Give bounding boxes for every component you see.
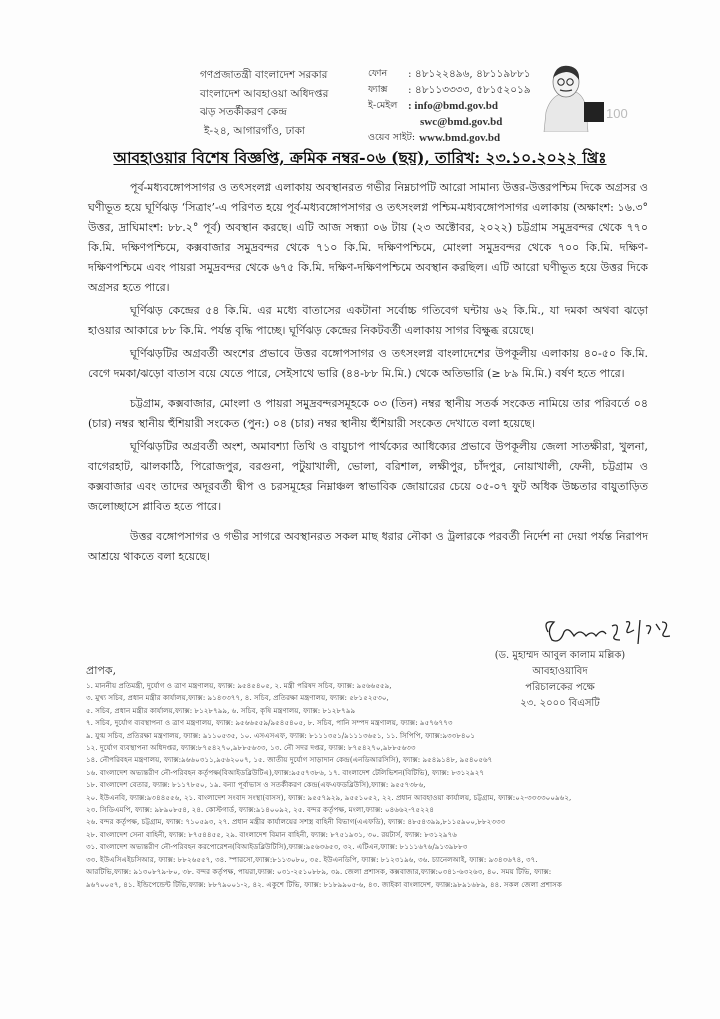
signatory-name: (ড. মুহাম্মদ আবুল কালাম মল্লিক) — [494, 650, 626, 661]
email-secondary: swc@bmd.gov.bd — [420, 116, 503, 128]
mujib-100-logo-icon — [536, 62, 636, 132]
recipient-line: ১৮. বাংলাদেশ বেতার, ফ্যাক্স: ৮১১৭৮৫০, ১৯. বন্যা পূর্বাভাস ও সতর্কীকরণ কেন্দ্র(এফএফডব্লিউসি),ফ্যাক্স: ৯৫৫৭৩৮৬, — [86, 780, 426, 790]
email-primary: : info@bmd.gov.bd — [408, 100, 499, 112]
org-header — [200, 66, 328, 140]
phone-value: : ৪৮১২২৪৯৬, ৪৮১১৯৮৮১ — [408, 68, 531, 80]
paragraph-cyclone-position: পূর্ব-মধ্যবঙ্গোপসাগর ও তৎসংলগ্ন এলাকায় অবস্থানরত গভীর নিম্নচাপটি আরো সামান্য উত্তর-উত্তরপশ্চিম দিকে অগ্রসর ও ঘণীভূত হয়ে ঘূর্ণিঝড় ‘সিত্রাং’-এ পরিণত হয়ে পূর্ব-মধ্যবঙ্গোপসাগর ও তৎসংলগ্ন পশ্চিম-মধ্যবঙ্গোপসাগর এলাকায় (অক্ষাংশ: ১৬.৩° উত্তর, দ্রাঘিমাংশ: ৮৮.২° পূর্ব) অবস্থান করছে। এটি আজ সন্ধ্যা ০৬ টায় (২৩ অক্টোবর, ২০২২) চট্টগ্রাম সমুদ্রবন্দর থেকে ৭৭০ কি.মি. দক্ষিণপশ্চিমে, কক্সবাজার সমুদ্রবন্দর থেকে ৭১০ কি.মি. দক্ষিণপশ্চিমে, মোংলা সমুদ্রবন্দর থেকে ৭০০ কি.মি. দক্ষিণ-দক্ষিণপশ্চিমে এবং পায়রা সমুদ্রবন্দর থেকে ৬৭৫ কি.মি. দক্ষিণ-দক্ষিণপশ্চিমে অবস্থান করছিল। এটি আরো ঘণীভূত হয়ে উত্তর দিকে অগ্রসর হতে পারে। — [88, 181, 648, 294]
web-label: ওয়েব সাইট: — [368, 132, 416, 143]
paragraph-fishing-advisory: উত্তর বঙ্গোপসাগর ও গভীর সাগরে অবস্থানরত সকল মাছ ধরার নৌকা ও ট্রলারকে পরবর্তী নির্দেশ না দেয়া পর্যন্ত নিরাপদ আশ্রয়ে থাকতে বলা হয়েছে। — [88, 530, 648, 563]
recipient-line: ২৮. বাংলাদেশ সেনা বাহিনী, ফ্যাক্স: ৮৭৫৪৪৫৫, ২৯. বাংলাদেশ বিমান বাহিনী, ফ্যাক্স: ৮৭৫১৯৩১, ৩০. রয়টার্স, ফ্যাক্স: ৮৩১২৯৭৬ — [86, 829, 457, 839]
bulletin-body — [88, 178, 648, 570]
recipient-line: আরটিভি,ফ্যাক্স: ৯১৩০৮৭৯-৮০, ৩৮. বন্দর কর্তৃপক্ষ, পায়রা,ফ্যাক্স: ০৩১-২৫১০৮৮৯, ৩৯. জেলা প্রশাসক, কক্সবাজার,ফ্যাক্স:০৩৪১-৬৩২৬৩, ৪০. সময় টিভি, ফ্যাক্স: — [86, 867, 552, 877]
signature-icon — [540, 618, 670, 648]
recipient-line: ৭. সচিব, দুর্যোগ ব্যবস্থাপনা ও ত্রাণ মন্ত্রণালয়, ফ্যাক্স: ৯৫৬৬৫৫৯/৯৫৪৫৪০৫, ৮. সচিব, পানি সম্পদ মন্ত্রণালয়, ফ্যাক্স: ৯৫৭৬৭৭৩ — [86, 718, 453, 728]
recipient-line: ৯. যুগ্ম সচিব, প্রতিরক্ষা মন্ত্রণালয়, ফ্যাক্স: ৯১১০৫৩৫, ১০. এসএসএফ, ফ্যাক্স: ৮১১১৩৫১/৯১১১৩৬৫১, ১১. সিপিপি, ফ্যাক্স:৯৩৩৮৪০১ — [86, 730, 476, 740]
recipient-line: ২০. ইউএনবি, ফ্যাক্স:৯৩৪৪৫৫৬, ২১. বাংলাদেশ সংবাদ সংস্থা(বাসস), ফ্যাক্স: ৯৫৫৭৯২৯, ৯৫৫১০৫২, ২২. প্রধান আবহাওয়া কার্যালয়, চট্টগ্রাম, ফ্যাক্স:০২-৩৩৩৩০০৯৬২, — [86, 792, 572, 802]
signatory-on-behalf: পরিচালকের পক্ষে — [525, 682, 595, 693]
paragraph-port-signal: চট্টগ্রাম, কক্সবাজার, মোংলা ও পায়রা সমুদ্রবন্দরসমূহকে ০৩ (তিন) নম্বর স্থানীয় সতর্ক সংকেত নামিয়ে তার পরিবর্তে ০৪ (চার) নম্বর স্থানীয় হুঁশিয়ারী সংকেত (পুন:) ০৪ (চার) নম্বর স্থানীয় হুঁশিয়ারী সংকেত দেখাতে বলা হয়েছে। — [88, 397, 648, 430]
recipients-heading: প্রাপক, — [86, 664, 117, 677]
contact-block — [368, 66, 531, 146]
org-line: ঝড় সতর্কীকরণ কেন্দ্র — [200, 106, 287, 118]
recipient-line: ৩১. বাংলাদেশ অভ্যন্তরীণ নৌ-পরিবহন করপোরেশন(বিআইডব্লিউটিসি),ফ্যাক্স:৯৫৬৩৬৫৩, ৩২. এটিএন,ফ্যাক্স: ৮১১১৬৭৬/৯১৩৯৮৮৩ — [86, 842, 468, 852]
recipient-line: ১৬. বাংলাদেশ অভ্যন্তরীণ নৌ-পরিবহন কর্তৃপক্ষ(বিআইডব্লিউটিএ),ফ্যাক্স:৯৫৫৭৩৮৬, ১৭. বাংলাদেশ টেলিভিশন(বিটিভি), ফ্যাক্স: ৮৩১২৯২৭ — [86, 767, 485, 777]
email-label: ই-মেইল — [368, 100, 398, 111]
recipient-line: ১. মাননীয় প্রতিমন্ত্রী, দুর্যোগ ও ত্রাণ মন্ত্রণালয়, ফ্যাক্স: ৯৫৪৫৪০৫, ২. মন্ত্রী পরিষদ সচিব, ফ্যাক্স: ৯৫৬৬৫৫৯, — [86, 681, 392, 690]
recipient-line: ৩. মুখ্য সচিব, প্রধান মন্ত্রীর কার্যালয়,ফ্যাক্স: ৯১৪৩৩৭৭, ৪. সচিব, প্রতিরক্ষা মন্ত্রণালয়, ফ্যাক্স: ৫৮১৫২৫৩০, — [86, 693, 389, 703]
paragraph-wind-speed: ঘূর্ণিঝড় কেন্দ্রের ৫৪ কি.মি. এর মধ্যে বাতাসের একটানা সর্বোচ্চ গতিবেগ ঘন্টায় ৬২ কি.মি., যা দমকা অথবা ঝড়ো হাওয়ার আকারে ৮৮ কি.মি. পর্যন্ত বৃদ্ধি পাচ্ছে। ঘূর্ণিঝড় কেন্দ্রের নিকটবর্তী এলাকায় সাগর বিক্ষুব্ধ রয়েছে। — [88, 304, 648, 337]
fax-value: : ৪৮১১৩৩৩৩, ৫৮১৫২০১৯ — [408, 84, 531, 96]
recipients-list — [86, 680, 646, 891]
recipient-line: ২৩. সিডিএমপি, ফ্যাক্স: ৯৮৯০৮৫৪, ২৪. কোস্টগার্ড, ফ্যাক্স:৯১৪০০৯২, ২৫. বন্দর কর্তৃপক্ষ, মংলা,ফ্যাক্স: ০৪৬৬২-৭৫২২৪ — [86, 805, 435, 815]
org-line: গণপ্রজাতন্ত্রী বাংলাদেশ সরকার — [200, 69, 328, 81]
org-line: বাংলাদেশ আবহাওয়া অধিদপ্তর — [200, 87, 329, 100]
svg-text:100: 100 — [606, 106, 628, 121]
recipient-line: ৫. সচিব, প্রধান মন্ত্রীর কার্যালয়,ফ্যাক্স: ৮১২৮৭৯৯, ৬. সচিব, কৃষি মন্ত্রণালয়, ফ্যাক্স: ৮১২৮৭৯৯ — [86, 705, 356, 715]
web-value: www.bmd.gov.bd — [419, 132, 501, 144]
recipient-line: ৯৬৭০০৫৭, ৪১. ইন্ডিপেন্ডেন্ট টিভি,ফ্যাক্স: ৮৮৭৯০০১-২, ৪২. একুশে টিভি, ফ্যাক্স: ৮১৮৯৯০৫-৬, ৪৩. জাইকা বাংলাদেশ, ফ্যাক্স:৯৮৯১৬৮৯, ৪৪. সকল জেলা প্রশাসক — [86, 879, 562, 889]
phone-label: ফোন — [368, 68, 388, 79]
paragraph-storm-surge: ঘূর্ণিঝড়টির অগ্রবর্তী অংশ, অমাবশ্যা তিথি ও বায়ুচাপ পার্থক্যের আধিক্যের প্রভাবে উপকূলীয় জেলা সাতক্ষীরা, খুলনা, বাগেরহাট, ঝালকাঠি, পিরোজপুর, বরগুনা, পটুয়াখালী, ভোলা, বরিশাল, লক্ষীপুর, চাঁদপুর, নোয়াখালী, ফেনী, চট্টগ্রাম ও কক্সবাজার এবং তাদের অদূরবর্তী দ্বীপ ও চরসমূহের নিম্নাঞ্চল স্বাভাবিক জোয়ারের চেয়ে ০৫-০৭ ফুট অধিক উচ্চতার বায়ুতাড়িত জলোচ্ছাসে প্লাবিত হতে পারে। — [88, 440, 648, 513]
recipient-line: ১৪. নৌপরিবহন মন্ত্রণালয়, ফ্যাক্স:৯৬৬০৩১১,৯৫৬২০০৭, ১৫. জাতীয় দুর্যোগ সাড়াদান কেন্দ্র(এনডিআরসিসি), ফ্যাক্স: ৯৫৪৯১৪৮, ৯৫৪০৫৬৭ — [86, 755, 493, 765]
recipient-line: ২৬. বন্দর কর্তৃপক্ষ, চট্টগ্রাম, ফ্যাক্স: ৭১০৫৯৩, ২৭. প্রধান মন্ত্রীর কার্যালয়ের সশস্ত্র বাহিনী বিভাগ(এএফডি), ফ্যাক্স: ৪৮৫৪৩৯৯,৮১১৫৯০০,৮৮২৩৩৩ — [86, 817, 506, 827]
signatory-designation: আবহাওয়াবিদ — [532, 666, 588, 677]
paragraph-rainfall: ঘূর্ণিঝড়টির অগ্রবর্তী অংশের প্রভাবে উত্তর বঙ্গোপসাগর ও তৎসংলগ্ন বাংলাদেশের উপকূলীয় এলাকায় ৪০-৫০ কি.মি. বেগে দমকা/ঝড়ো বাতাস বয়ে যেতে পারে, সেইসাথে ভারি (৪৪-৮৮ মি.মি.) থেকে অতিভারি (≥ ৮৯ মি.মি.) বর্ষণ হতে পারে। — [88, 347, 648, 380]
recipient-line: ৩৩. ইউএসিএইচসিআর, ফ্যাক্স: ৮৮২৬৫৫৭, ৩৪. স্পারসো,ফ্যাক্স:৮১১৩০৮০, ৩৫. ইউএনডিপি, ফ্যাক্স: ৮১২৩১৯৬, ৩৬. চ্যানেলআই, ফ্যাক্স: ৯৩৪৩৬৭৪, ৩৭. — [86, 854, 538, 864]
fax-label: ফ্যাক্স — [368, 84, 388, 95]
issue-time: ২৩. ২০০০ বিএসটি — [520, 698, 600, 709]
bulletin-title: আবহাওয়ার বিশেষ বিজ্ঞপ্তি, ক্রমিক নম্বর-০৬ (ছয়), তারিখ: ২৩.১০.২০২২ খ্রিঃ — [113, 148, 607, 167]
recipient-line: ১২. দুর্যোগ ব্যবস্থাপনা অধিদপ্তর, ফ্যাক্স:৮৭৫৪২৭০,৯৮৮৫৬৩৩, ১৩. নৌ সদর দপ্তর, ফ্যাক্স: ৮৭৫৪২৭০,৯৮৮৫৬৩৩ — [86, 743, 416, 753]
org-line: ই-২৪, আগারগাঁও, ঢাকা — [204, 124, 305, 137]
